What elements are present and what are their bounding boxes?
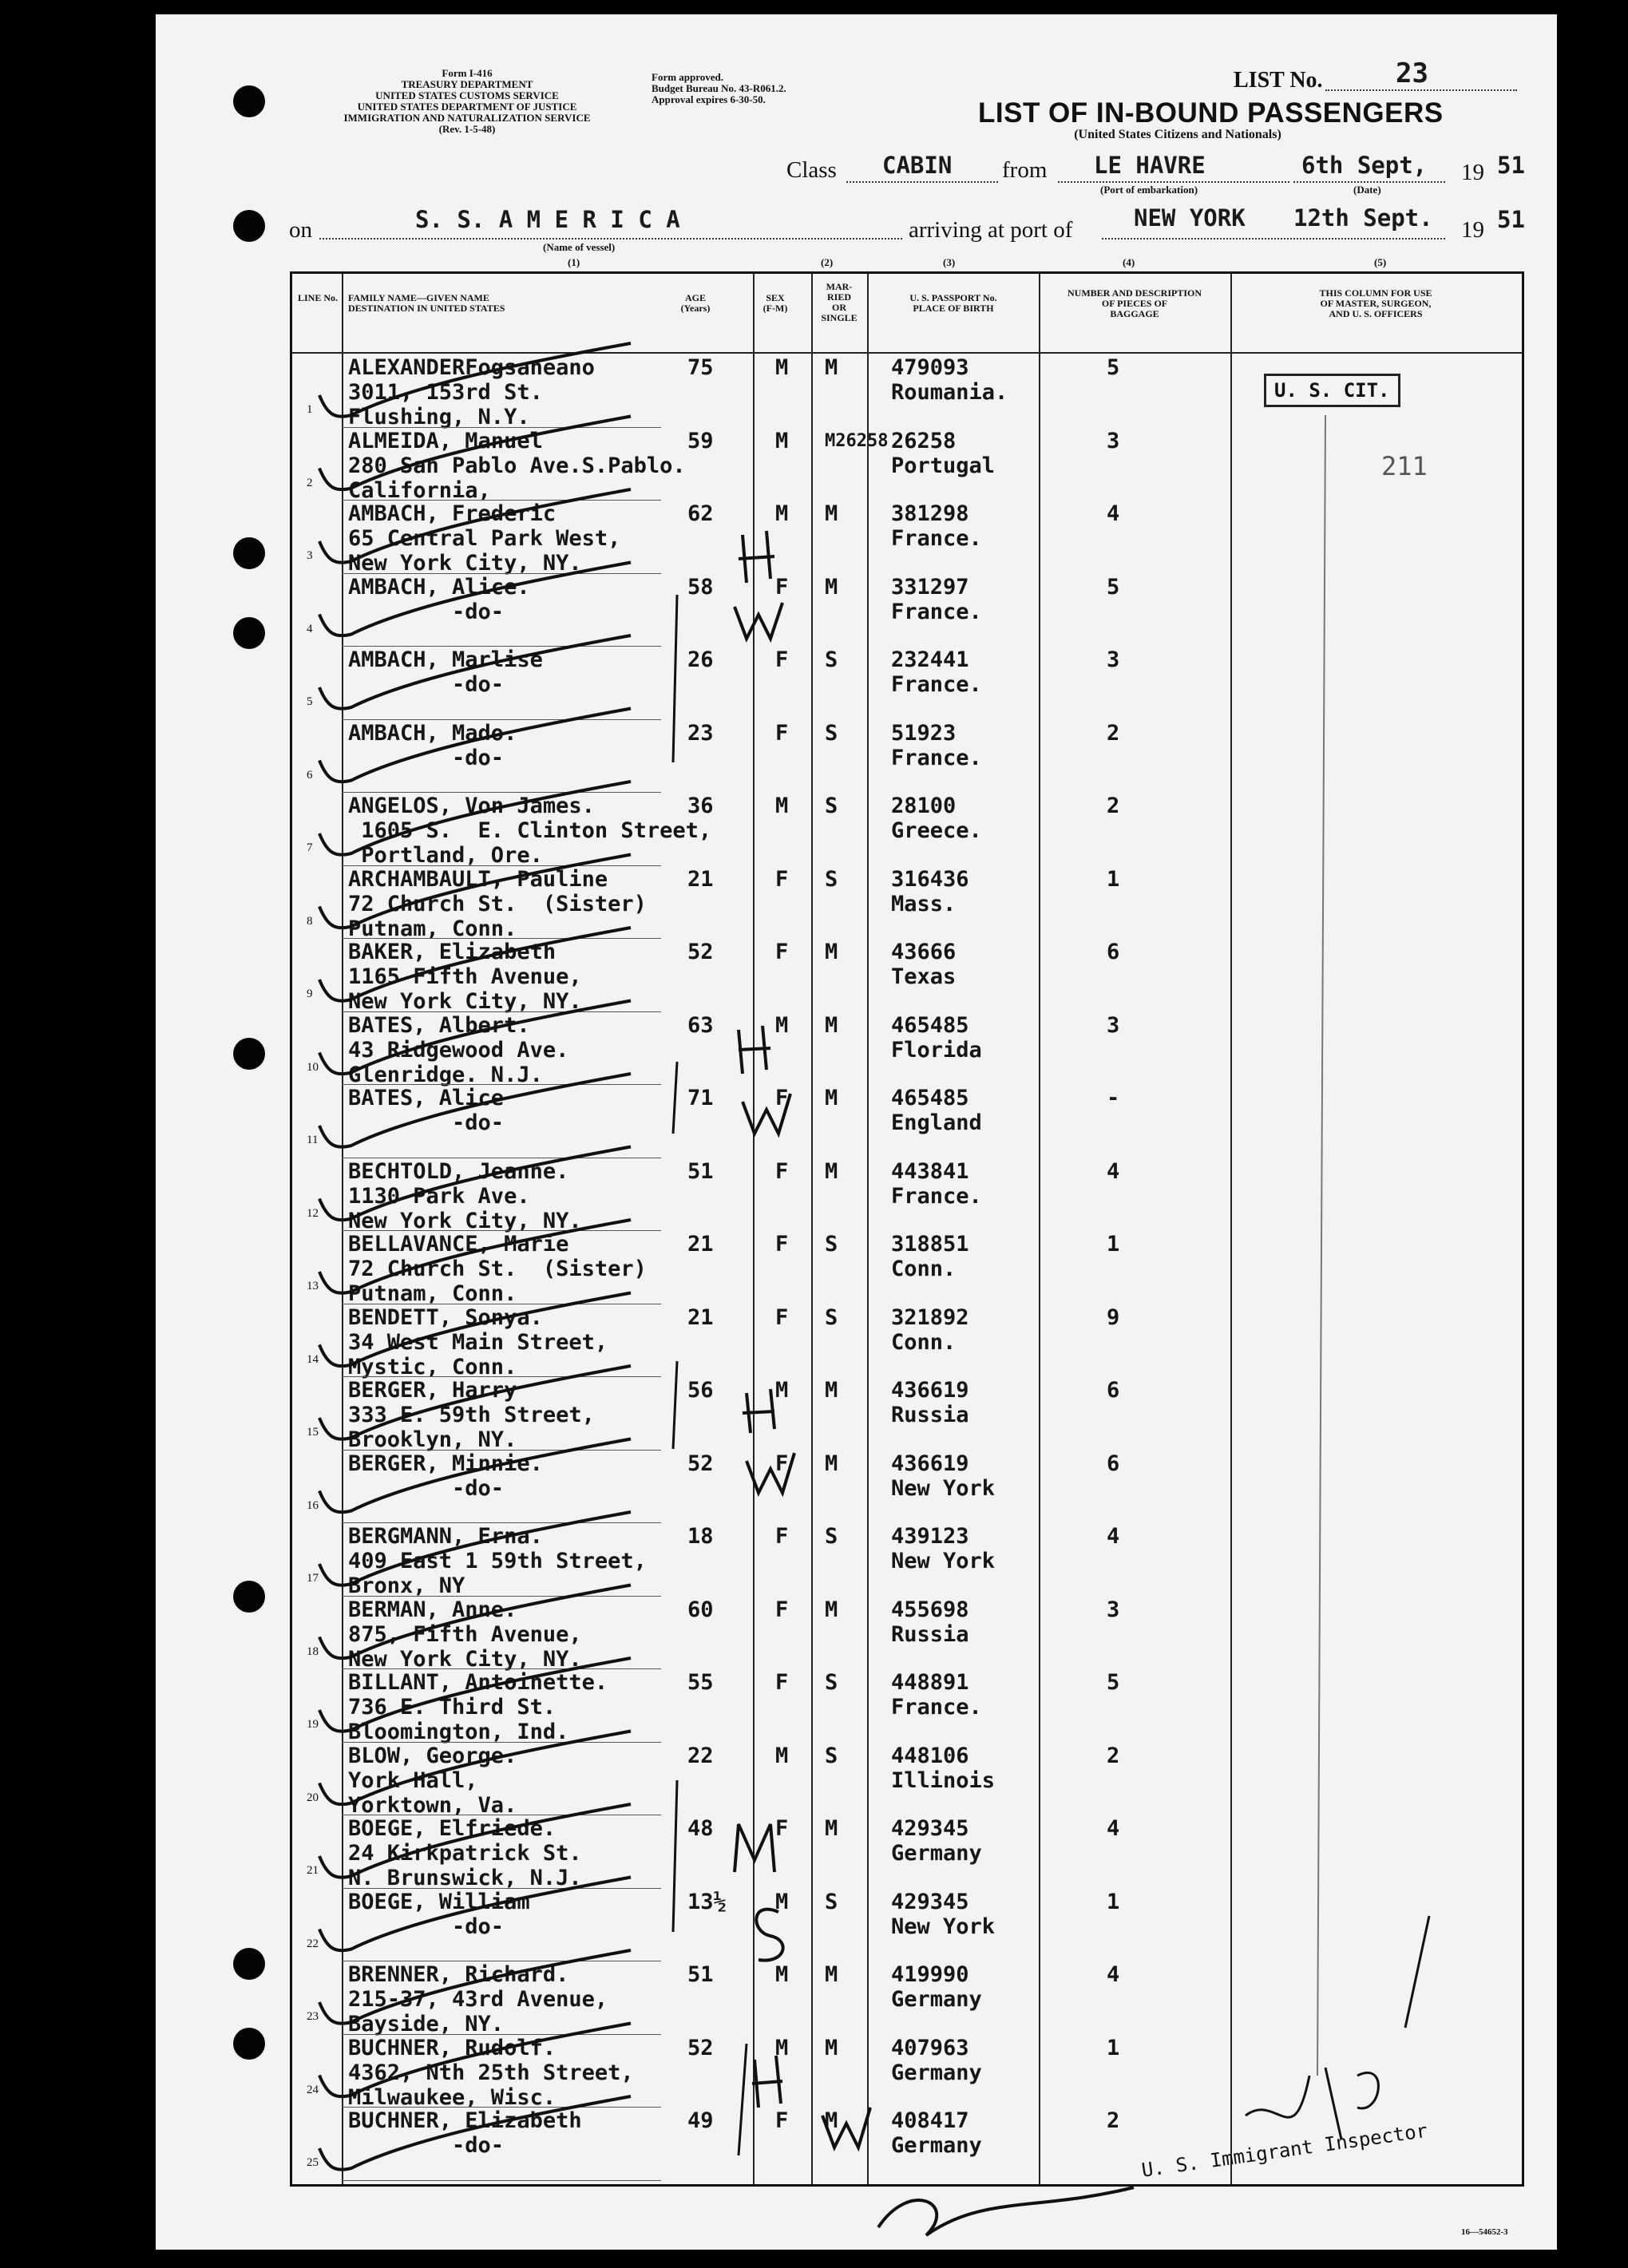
baggage-count: 6 bbox=[1107, 1378, 1120, 1403]
passenger-age: 22 bbox=[687, 1743, 714, 1768]
place-of-birth: Germany bbox=[891, 1987, 982, 2012]
passenger-age: 18 bbox=[687, 1524, 714, 1549]
class-underline bbox=[846, 181, 998, 183]
passenger-marital-status: M bbox=[825, 1012, 838, 1038]
passport-number: 408417 bbox=[891, 2108, 969, 2133]
passenger-age: 55 bbox=[687, 1670, 714, 1695]
place-of-birth: Mass. bbox=[891, 891, 957, 916]
passport-number: 429345 bbox=[891, 1816, 969, 1841]
passenger-age: 23 bbox=[687, 720, 714, 746]
arrival-year: 51 bbox=[1497, 206, 1525, 233]
vessel-caption: (Name of vessel) bbox=[543, 241, 616, 253]
passport-number: 443841 bbox=[891, 1158, 969, 1184]
place-of-birth: Russia bbox=[891, 1403, 969, 1427]
punch-hole bbox=[233, 2028, 265, 2060]
passenger-age: 48 bbox=[687, 1816, 714, 1841]
place-of-birth: New York bbox=[891, 1914, 996, 1939]
place-of-birth: Texas bbox=[891, 964, 957, 989]
baggage-count: 4 bbox=[1107, 1962, 1120, 1987]
arriving-label: arriving at port of bbox=[909, 217, 1073, 243]
place-of-birth: France. bbox=[891, 672, 982, 697]
place-of-birth: England bbox=[891, 1110, 982, 1135]
arrival-port: NEW YORK bbox=[1134, 204, 1246, 232]
column-number: (3) bbox=[943, 256, 956, 268]
justice-department: UNITED STATES DEPARTMENT OF JUSTICE bbox=[357, 101, 577, 113]
passenger-marital-status: M bbox=[825, 1378, 838, 1403]
passenger-name-address: BRENNER, Richard. 215-37, 43rd Avenue, Bayside, NY. bbox=[348, 1962, 608, 2036]
table-row bbox=[292, 573, 1522, 647]
table-row bbox=[292, 1084, 1522, 1158]
table-row bbox=[292, 719, 1522, 794]
passenger-sex: M bbox=[775, 1378, 789, 1403]
passenger-sex: F bbox=[775, 1232, 789, 1257]
arrival-year-prefix: 19 bbox=[1461, 217, 1484, 243]
place-of-birth: Illinois bbox=[891, 1767, 996, 1793]
arrival-underline bbox=[1102, 238, 1445, 239]
passenger-sex: M bbox=[775, 355, 789, 380]
place-of-birth: France. bbox=[891, 745, 982, 770]
customs-service: UNITED STATES CUSTOMS SERVICE bbox=[375, 89, 559, 101]
passenger-sex: F bbox=[775, 1524, 789, 1549]
passenger-sex: M bbox=[775, 1012, 789, 1038]
place-of-birth: France. bbox=[891, 1183, 982, 1209]
passenger-sex: F bbox=[775, 866, 789, 892]
passenger-marital-status: S bbox=[825, 1889, 838, 1914]
column-number: (1) bbox=[568, 256, 580, 268]
baggage-count: 1 bbox=[1107, 866, 1120, 892]
line-number: 2 bbox=[307, 476, 313, 489]
line-number: 6 bbox=[307, 768, 313, 782]
immigration-service: IMMIGRATION AND NATURALIZATION SERVICE bbox=[343, 112, 591, 124]
page-title: LIST OF IN-BOUND PASSENGERS bbox=[978, 97, 1444, 129]
passenger-name-address: BAKER, Elizabeth 1165 Fifth Avenue, New York City, NY. bbox=[348, 940, 582, 1014]
passenger-marital-status: S bbox=[825, 866, 838, 892]
vessel-underline bbox=[319, 238, 902, 239]
date-underline bbox=[1293, 181, 1445, 183]
passport-number: 439123 bbox=[891, 1524, 969, 1549]
passenger-age: 63 bbox=[687, 1012, 714, 1038]
passenger-marital-status: S bbox=[825, 1670, 838, 1695]
table-row bbox=[292, 1668, 1522, 1743]
line-number: 1 bbox=[307, 403, 313, 416]
passenger-marital-status: M bbox=[825, 2108, 838, 2133]
passenger-name-address: ALEXANDERFogsaneano 3011, 153rd St. Flushing, N.Y. bbox=[348, 355, 595, 429]
embark-year: 51 bbox=[1497, 152, 1525, 179]
passenger-name-address: BECHTOLD, Jeanne. 1130 Park Ave. New York City, NY. bbox=[348, 1158, 582, 1233]
passenger-name-address: BATES, Albert. 43 Ridgewood Ave. Glenridge. N.J. bbox=[348, 1012, 569, 1087]
passenger-age: 60 bbox=[687, 1597, 714, 1622]
passenger-sex: F bbox=[775, 2108, 789, 2133]
passenger-sex: F bbox=[775, 1670, 789, 1695]
passenger-sex: F bbox=[775, 1086, 789, 1110]
place-of-birth: Florida bbox=[891, 1037, 982, 1063]
line-number: 17 bbox=[307, 1572, 319, 1585]
baggage-count: 4 bbox=[1107, 1158, 1120, 1184]
table-row bbox=[292, 792, 1522, 866]
passenger-sex: F bbox=[775, 1451, 789, 1476]
passenger-age: 36 bbox=[687, 794, 714, 818]
place-of-birth: Portugal bbox=[891, 453, 996, 478]
baggage-count: 2 bbox=[1107, 720, 1120, 746]
table-row bbox=[292, 1742, 1522, 1816]
passenger-name-address: AMBACH, Marlise -do- bbox=[348, 647, 543, 697]
passenger-name-address: BOEGE, Elfriede. 24 Kirkpatrick St. N. Brunswick, N.J. bbox=[348, 1816, 582, 1890]
punch-hole bbox=[233, 1948, 265, 1980]
form-approval bbox=[652, 72, 786, 105]
passenger-name-address: ALMEIDA, Manuel 280 San Pablo Ave.S.Pablo. California, bbox=[348, 428, 686, 503]
passport-number: 419990 bbox=[891, 1962, 969, 1987]
passport-number: 318851 bbox=[891, 1232, 969, 1257]
baggage-count: 2 bbox=[1107, 794, 1120, 818]
class-label: Class bbox=[786, 157, 837, 183]
col-header-name: FAMILY NAME—GIVEN NAME DESTINATION IN UNITED STATES bbox=[348, 292, 505, 314]
punch-hole bbox=[233, 85, 265, 117]
passenger-sex: F bbox=[775, 1597, 789, 1622]
table-row bbox=[292, 865, 1522, 940]
column-number: (2) bbox=[821, 256, 834, 268]
passenger-sex: F bbox=[775, 940, 789, 964]
line-number: 4 bbox=[307, 622, 313, 635]
passport-number: 26258 bbox=[891, 428, 957, 453]
passenger-sex: M bbox=[775, 794, 789, 818]
passport-number: 436619 bbox=[891, 1451, 969, 1476]
passenger-marital-status: S bbox=[825, 1524, 838, 1549]
passenger-marital-status: M bbox=[825, 1962, 838, 1987]
port-embark-underline bbox=[1058, 181, 1289, 183]
passenger-sex: F bbox=[775, 1816, 789, 1841]
line-number: 8 bbox=[307, 914, 313, 928]
line-number: 23 bbox=[307, 2010, 319, 2023]
place-of-birth: Conn. bbox=[891, 1329, 957, 1355]
department-name: TREASURY DEPARTMENT bbox=[401, 78, 533, 90]
port-embark-caption: (Port of embarkation) bbox=[1100, 184, 1198, 196]
budget-line: Budget Bureau No. 43-R061.2. bbox=[652, 82, 786, 94]
passenger-marital-status: M bbox=[825, 501, 838, 526]
baggage-count: 3 bbox=[1107, 1012, 1120, 1038]
passenger-marital-status: M26258 bbox=[825, 430, 889, 451]
place-of-birth: Germany bbox=[891, 2060, 982, 2085]
place-of-birth: Germany bbox=[891, 1841, 982, 1866]
col-header-line-no: LINE No. bbox=[297, 292, 338, 303]
col-header-married: MAR- RIED OR SINGLE bbox=[821, 281, 858, 323]
passenger-name-address: AMBACH, Frederic 65 Central Park West, New York City, NY. bbox=[348, 501, 621, 576]
passenger-sex: M bbox=[775, 1962, 789, 1987]
line-number: 21 bbox=[307, 1864, 319, 1877]
passenger-age: 75 bbox=[687, 355, 714, 380]
baggage-count: 2 bbox=[1107, 1743, 1120, 1768]
passenger-age: 59 bbox=[687, 428, 714, 453]
punch-hole bbox=[233, 210, 265, 242]
passenger-marital-status: M bbox=[825, 1451, 838, 1476]
passenger-marital-status: M bbox=[825, 1597, 838, 1622]
place-of-birth: France. bbox=[891, 526, 982, 551]
form-code: 16—54652-3 bbox=[1461, 2227, 1508, 2237]
table-row bbox=[292, 1596, 1522, 1670]
passenger-marital-status: M bbox=[825, 1086, 838, 1110]
punch-hole bbox=[233, 537, 265, 569]
passenger-marital-status: M bbox=[825, 355, 838, 380]
passenger-age: 49 bbox=[687, 2108, 714, 2133]
col-header-officers: THIS COLUMN FOR USE OF MASTER, SURGEON, AND U. S. OFFICERS bbox=[1319, 287, 1432, 319]
line-number: 11 bbox=[307, 1134, 319, 1146]
embark-date: 6th Sept, bbox=[1301, 152, 1428, 179]
passenger-sex: M bbox=[775, 428, 789, 453]
passenger-name-address: BILLANT, Antoinette. 736 E. Third St. Bloomington, Ind. bbox=[348, 1670, 608, 1744]
passenger-sex: M bbox=[775, 2035, 789, 2060]
passenger-marital-status: M bbox=[825, 2035, 838, 2060]
baggage-count: 3 bbox=[1107, 428, 1120, 453]
from-label: from bbox=[1002, 157, 1048, 183]
col-header-sex: SEX (F-M) bbox=[763, 292, 788, 314]
passenger-marital-status: M bbox=[825, 940, 838, 964]
passport-number: 51923 bbox=[891, 720, 957, 746]
passenger-marital-status: M bbox=[825, 574, 838, 600]
place-of-birth: Germany bbox=[891, 2133, 982, 2158]
form-agency-header bbox=[291, 68, 643, 135]
passenger-name-address: BERGMANN, Erna. 409 East 1 59th Street, Bronx, NY bbox=[348, 1524, 647, 1598]
table-row bbox=[292, 1961, 1522, 2035]
passport-number: 321892 bbox=[891, 1304, 969, 1330]
passenger-marital-status: S bbox=[825, 794, 838, 818]
passenger-age: 26 bbox=[687, 647, 714, 672]
table-row bbox=[292, 1815, 1522, 1889]
passenger-age: 71 bbox=[687, 1086, 714, 1110]
punch-hole bbox=[233, 1038, 265, 1070]
passenger-sex: F bbox=[775, 574, 789, 600]
line-number: 3 bbox=[307, 549, 313, 562]
table-row bbox=[292, 1011, 1522, 1086]
table-row bbox=[292, 1158, 1522, 1232]
year-prefix: 19 bbox=[1461, 160, 1484, 185]
passenger-name-address: BENDETT, Sonya. 34 West Main Street, Mystic, Conn. bbox=[348, 1304, 608, 1379]
passenger-marital-status: S bbox=[825, 720, 838, 746]
passport-number: 316436 bbox=[891, 866, 969, 892]
line-number: 25 bbox=[307, 2156, 319, 2169]
passport-number: 43666 bbox=[891, 940, 957, 964]
passenger-age: 62 bbox=[687, 501, 714, 526]
line-number: 12 bbox=[307, 1206, 319, 1220]
passenger-name-address: AMBACH, Mado. -do- bbox=[348, 720, 517, 770]
line-number: 13 bbox=[307, 1280, 319, 1292]
passport-number: 28100 bbox=[891, 794, 957, 818]
page-subtitle: (United States Citizens and Nationals) bbox=[1074, 128, 1281, 141]
passenger-marital-status: S bbox=[825, 1743, 838, 1768]
passenger-marital-status: M bbox=[825, 1158, 838, 1184]
list-no-underline bbox=[1325, 89, 1517, 91]
passenger-sex: F bbox=[775, 647, 789, 672]
passenger-name-address: ARCHAMBAULT, Pauline 72 Church St. (Sister) Putnam, Conn. bbox=[348, 866, 647, 941]
line-number: 10 bbox=[307, 1060, 319, 1074]
passenger-sex: F bbox=[775, 1304, 789, 1330]
passenger-name-address: BELLAVANCE, Marie 72 Church St. (Sister) Putnam, Conn. bbox=[348, 1232, 647, 1306]
us-citizen-stamp: U. S. CIT. bbox=[1264, 374, 1400, 407]
passenger-name-address: BLOW, George. York Hall, Yorktown, Va. bbox=[348, 1743, 517, 1818]
list-no-label: LIST No. bbox=[1234, 68, 1323, 93]
baggage-count: 3 bbox=[1107, 647, 1120, 672]
punch-hole bbox=[233, 617, 265, 649]
passport-number: 232441 bbox=[891, 647, 969, 672]
passenger-name-address: BERGER, Minnie. -do- bbox=[348, 1451, 543, 1501]
passenger-sex: M bbox=[775, 501, 789, 526]
passport-number: 331297 bbox=[891, 574, 969, 600]
passport-number: 436619 bbox=[891, 1378, 969, 1403]
line-number: 18 bbox=[307, 1645, 319, 1658]
table-row bbox=[292, 1888, 1522, 1962]
on-label: on bbox=[289, 217, 312, 243]
line-number: 15 bbox=[307, 1426, 319, 1439]
punch-hole bbox=[233, 1581, 265, 1613]
table-row bbox=[292, 938, 1522, 1012]
baggage-count: 5 bbox=[1107, 1670, 1120, 1695]
place-of-birth: Russia bbox=[891, 1621, 969, 1647]
baggage-count: - bbox=[1107, 1086, 1120, 1110]
passenger-name-address: BATES, Alice -do- bbox=[348, 1086, 505, 1135]
passenger-age: 21 bbox=[687, 1232, 714, 1257]
passport-number: 479093 bbox=[891, 355, 969, 380]
place-of-birth: New York bbox=[891, 1549, 996, 1573]
line-number: 19 bbox=[307, 1718, 319, 1731]
class-value: CABIN bbox=[882, 152, 953, 179]
passenger-age: 51 bbox=[687, 1158, 714, 1184]
table-row bbox=[292, 1522, 1522, 1597]
line-number: 5 bbox=[307, 695, 313, 708]
form-number: Form I-416 bbox=[442, 67, 493, 79]
passenger-age: 21 bbox=[687, 1304, 714, 1330]
place-of-birth: France. bbox=[891, 599, 982, 624]
baggage-count: 4 bbox=[1107, 1816, 1120, 1841]
passenger-name-address: ANGELOS, Von James. 1605 S. E. Clinton Street, Portland, Ore. bbox=[348, 794, 712, 868]
passenger-name-address: BERGER, Harry 333 E. 59th Street, Brooklyn, NY. bbox=[348, 1378, 595, 1452]
passenger-sex: F bbox=[775, 1158, 789, 1184]
baggage-count: 3 bbox=[1107, 1597, 1120, 1622]
line-number: 9 bbox=[307, 988, 313, 1000]
baggage-count: 1 bbox=[1107, 1232, 1120, 1257]
table-row bbox=[292, 1304, 1522, 1378]
col-header-baggage: NUMBER AND DESCRIPTION OF PIECES OF BAGGAGE bbox=[1067, 287, 1202, 319]
revision-date: (Rev. 1-5-48) bbox=[438, 123, 496, 135]
immigrant-inspector-label: U. S. Immigrant Inspector bbox=[1140, 2119, 1429, 2182]
baggage-count: 5 bbox=[1107, 574, 1120, 600]
passenger-marital-status: S bbox=[825, 1304, 838, 1330]
table-row bbox=[292, 500, 1522, 574]
passenger-name-address: BOEGE, William -do- bbox=[348, 1889, 530, 1939]
passenger-age: 52 bbox=[687, 2035, 714, 2060]
passenger-name-address: BERMAN, Anne. 875, Fifth Avenue, New York City, NY. bbox=[348, 1597, 582, 1672]
passport-number: 465485 bbox=[891, 1086, 969, 1110]
place-of-birth: New York bbox=[891, 1475, 996, 1501]
baggage-count: 1 bbox=[1107, 2035, 1120, 2060]
passport-number: 455698 bbox=[891, 1597, 969, 1622]
approval-line: Form approved. bbox=[652, 71, 724, 83]
passenger-age: 56 bbox=[687, 1378, 714, 1403]
baggage-count: 4 bbox=[1107, 1524, 1120, 1549]
line-number: 7 bbox=[307, 841, 313, 854]
vessel-name: S. S. A M E R I C A bbox=[415, 206, 680, 233]
passenger-name-address: BUCHNER, Elizabeth -do- bbox=[348, 2108, 582, 2158]
passenger-table bbox=[290, 256, 1524, 2187]
passport-number: 429345 bbox=[891, 1889, 969, 1914]
line-number: 16 bbox=[307, 1498, 319, 1512]
baggage-count: 5 bbox=[1107, 355, 1120, 380]
baggage-count: 4 bbox=[1107, 501, 1120, 526]
col-header-passport: U. S. PASSPORT No. PLACE OF BIRTH bbox=[909, 292, 997, 314]
table-row bbox=[292, 646, 1522, 720]
table-row bbox=[292, 2034, 1522, 2108]
passport-number: 381298 bbox=[891, 501, 969, 526]
passenger-name-address: AMBACH, Alice. -do- bbox=[348, 574, 530, 624]
passenger-sex: M bbox=[775, 1889, 789, 1914]
baggage-count: 6 bbox=[1107, 1451, 1120, 1476]
passenger-age: 21 bbox=[687, 866, 714, 892]
passport-number: 465485 bbox=[891, 1012, 969, 1038]
row-rule bbox=[342, 2180, 661, 2181]
place-of-birth: Roumania. bbox=[891, 380, 1008, 405]
col-header-age: AGE (Years) bbox=[680, 292, 711, 314]
passenger-age: 52 bbox=[687, 1451, 714, 1476]
expires-line: Approval expires 6-30-50. bbox=[652, 93, 766, 105]
passport-number: 448106 bbox=[891, 1743, 969, 1768]
line-number: 22 bbox=[307, 1937, 319, 1950]
stamp-number: 211 bbox=[1381, 451, 1428, 481]
passenger-name-address: BUCHNER, Rudolf. 4362, Nth 25th Street, Milwaukee, Wisc. bbox=[348, 2035, 634, 2110]
passenger-sex: F bbox=[775, 720, 789, 746]
arrival-date: 12th Sept. bbox=[1293, 204, 1433, 232]
place-of-birth: France. bbox=[891, 1695, 982, 1720]
baggage-count: 6 bbox=[1107, 940, 1120, 964]
line-number: 24 bbox=[307, 2083, 319, 2096]
line-number: 20 bbox=[307, 1791, 319, 1804]
list-no-value: 23 bbox=[1396, 57, 1428, 89]
passenger-marital-status: S bbox=[825, 1232, 838, 1257]
place-of-birth: Greece. bbox=[891, 818, 982, 843]
passenger-age: 51 bbox=[687, 1962, 714, 1987]
line-number: 14 bbox=[307, 1352, 319, 1366]
date-caption: (Date) bbox=[1353, 184, 1381, 196]
table-row bbox=[292, 427, 1522, 501]
passenger-age: 58 bbox=[687, 574, 714, 600]
passenger-age: 13½ bbox=[687, 1889, 727, 1914]
passenger-marital-status: S bbox=[825, 647, 838, 672]
table-row bbox=[292, 1230, 1522, 1304]
column-number: (4) bbox=[1123, 256, 1135, 268]
table-row bbox=[292, 1450, 1522, 1524]
passenger-marital-status: M bbox=[825, 1816, 838, 1841]
passport-number: 407963 bbox=[891, 2035, 969, 2060]
baggage-count: 2 bbox=[1107, 2108, 1120, 2133]
baggage-count: 9 bbox=[1107, 1304, 1120, 1330]
passport-number: 448891 bbox=[891, 1670, 969, 1695]
baggage-count: 1 bbox=[1107, 1889, 1120, 1914]
column-number: (5) bbox=[1374, 256, 1387, 268]
passenger-sex: M bbox=[775, 1743, 789, 1768]
table-row bbox=[292, 1376, 1522, 1451]
port-of-embarkation: LE HAVRE bbox=[1094, 152, 1206, 179]
passenger-age: 52 bbox=[687, 940, 714, 964]
place-of-birth: Conn. bbox=[891, 1257, 957, 1281]
